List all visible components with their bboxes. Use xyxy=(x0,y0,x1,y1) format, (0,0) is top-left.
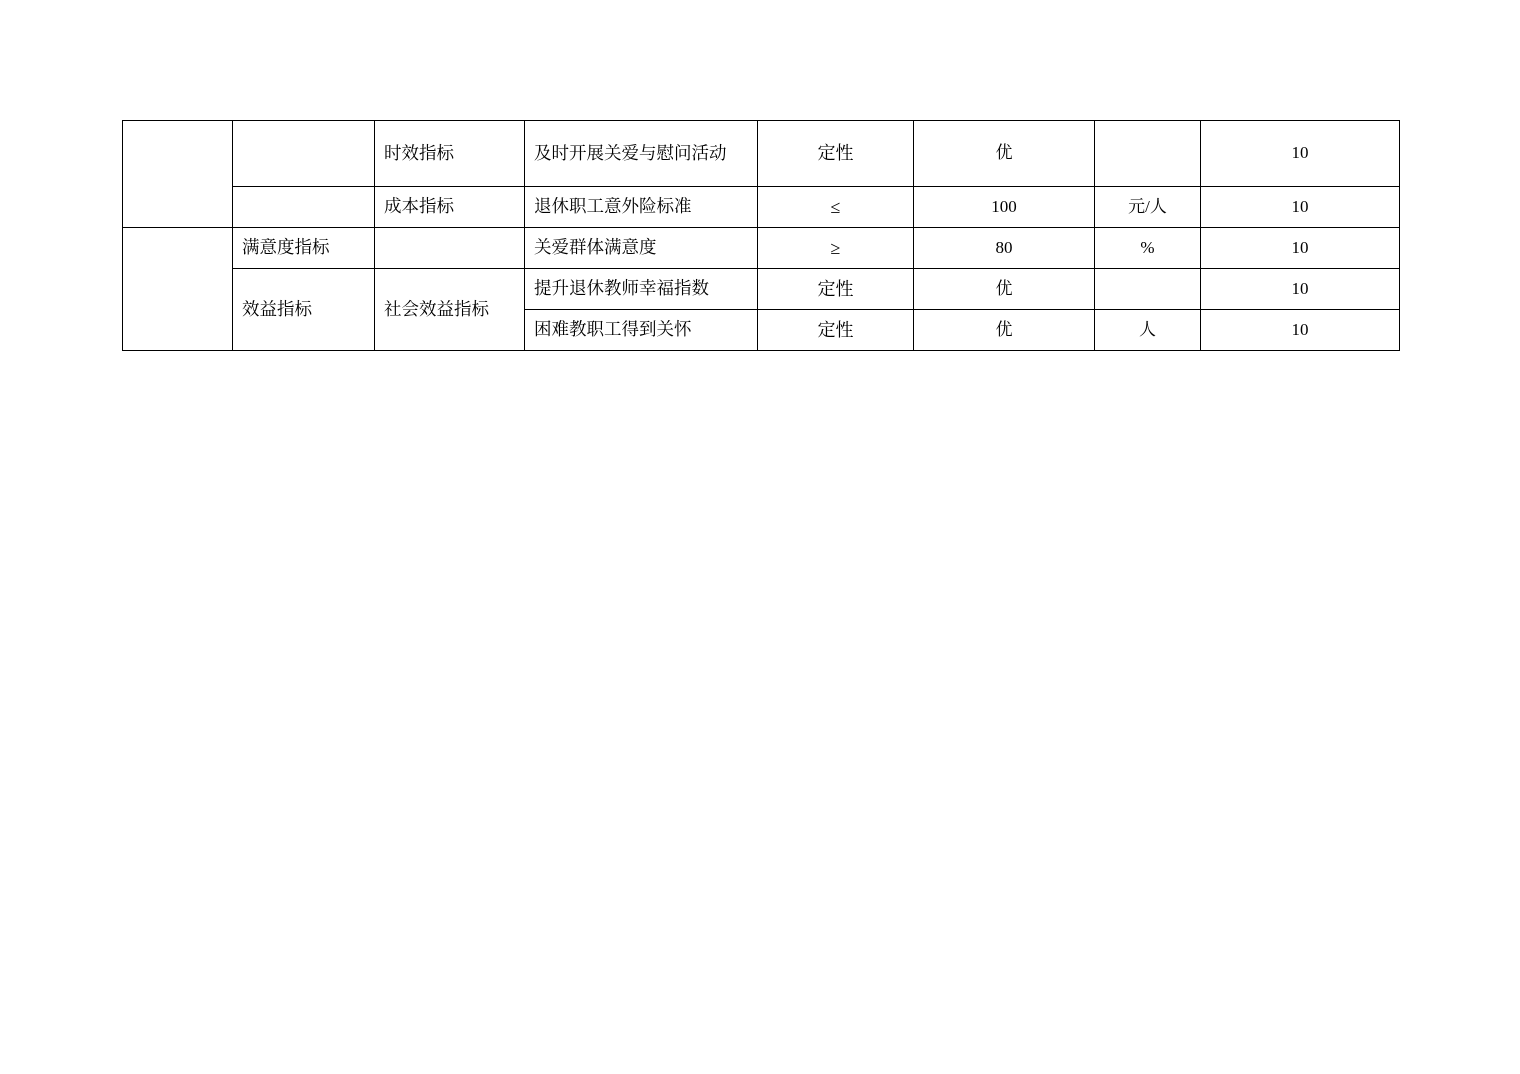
cell-unit-5 xyxy=(1095,310,1201,351)
level2-label-4: 社会效益指标 xyxy=(384,298,489,319)
indicator-unit-3: % xyxy=(1140,237,1155,257)
indicator-unit-1 xyxy=(1095,148,1200,160)
cell-level1-empty-bottom xyxy=(123,228,233,351)
cell-name-2 xyxy=(525,187,758,228)
indicator-score-2: 10 xyxy=(1291,196,1309,216)
indicator-symbol-1: 定性 xyxy=(817,143,854,164)
level1-spacer-text-2 xyxy=(233,201,374,213)
indicator-name-5: 困难教职工得到关怀 xyxy=(534,319,692,340)
cell-name-4 xyxy=(525,269,758,310)
indicator-score-3: 10 xyxy=(1291,237,1309,257)
cell-value-2 xyxy=(914,187,1095,228)
cell-level2-3 xyxy=(375,228,525,269)
table-row xyxy=(123,121,1400,187)
cell-unit-4 xyxy=(1095,269,1201,310)
cell-name-1 xyxy=(525,121,758,187)
cell-level2-2 xyxy=(375,187,525,228)
table-row xyxy=(123,269,1400,310)
cell-score-3 xyxy=(1201,228,1400,269)
cell-level1-spacer-1 xyxy=(233,121,375,187)
cell-value-1 xyxy=(914,121,1095,187)
cell-value-5 xyxy=(914,310,1095,351)
indicator-unit-2: 元/人 xyxy=(1128,196,1167,216)
level1-label-empty xyxy=(123,168,232,180)
indicator-table xyxy=(122,120,1400,351)
cell-level1-3 xyxy=(233,228,375,269)
level1-label-3: 满意度指标 xyxy=(242,237,330,258)
indicator-value-4: 优 xyxy=(995,278,1013,298)
indicator-name-4: 提升退休教师幸福指数 xyxy=(534,278,709,299)
cell-name-3 xyxy=(525,228,758,269)
indicator-name-3: 关爱群体满意度 xyxy=(534,237,657,258)
level1-label-empty-bottom xyxy=(123,283,232,295)
cell-symbol-1 xyxy=(758,121,914,187)
level1-spacer-text-1 xyxy=(233,148,374,160)
cell-score-1 xyxy=(1201,121,1400,187)
indicator-value-1: 优 xyxy=(995,143,1013,163)
table-row xyxy=(123,228,1400,269)
cell-symbol-4 xyxy=(758,269,914,310)
cell-unit-1 xyxy=(1095,121,1201,187)
cell-unit-2 xyxy=(1095,187,1201,228)
cell-value-4 xyxy=(914,269,1095,310)
cell-level1-empty-top xyxy=(123,121,233,228)
indicator-score-1: 10 xyxy=(1291,143,1309,163)
indicator-symbol-3: ≥ xyxy=(830,237,841,258)
level2-label-1: 时效指标 xyxy=(384,142,454,163)
indicator-name-1: 及时开展关爱与慰问活动 xyxy=(534,142,727,163)
cell-name-5 xyxy=(525,310,758,351)
indicator-value-2: 100 xyxy=(991,196,1017,216)
cell-value-3 xyxy=(914,228,1095,269)
level2-label-3 xyxy=(375,242,524,254)
cell-level1-spacer-2 xyxy=(233,187,375,228)
indicator-unit-5: 人 xyxy=(1139,319,1156,339)
cell-score-4 xyxy=(1201,269,1400,310)
cell-symbol-2 xyxy=(758,187,914,228)
indicator-score-5: 10 xyxy=(1291,319,1309,339)
level2-label-2: 成本指标 xyxy=(384,196,454,217)
indicator-value-5: 优 xyxy=(995,319,1013,339)
performance-indicator-table xyxy=(122,120,1399,351)
level1-label-4: 效益指标 xyxy=(242,298,312,319)
indicator-value-3: 80 xyxy=(995,237,1013,257)
indicator-unit-4 xyxy=(1095,283,1200,295)
table-row xyxy=(123,187,1400,228)
cell-level2-1 xyxy=(375,121,525,187)
indicator-score-4: 10 xyxy=(1291,278,1309,298)
cell-symbol-3 xyxy=(758,228,914,269)
cell-level1-4 xyxy=(233,269,375,351)
indicator-symbol-5: 定性 xyxy=(817,319,854,340)
indicator-symbol-4: 定性 xyxy=(817,278,854,299)
cell-level2-4 xyxy=(375,269,525,351)
cell-score-2 xyxy=(1201,187,1400,228)
cell-unit-3 xyxy=(1095,228,1201,269)
indicator-symbol-2: ≤ xyxy=(830,196,841,217)
indicator-name-2: 退休职工意外险标准 xyxy=(534,196,692,217)
cell-symbol-5 xyxy=(758,310,914,351)
cell-score-5 xyxy=(1201,310,1400,351)
